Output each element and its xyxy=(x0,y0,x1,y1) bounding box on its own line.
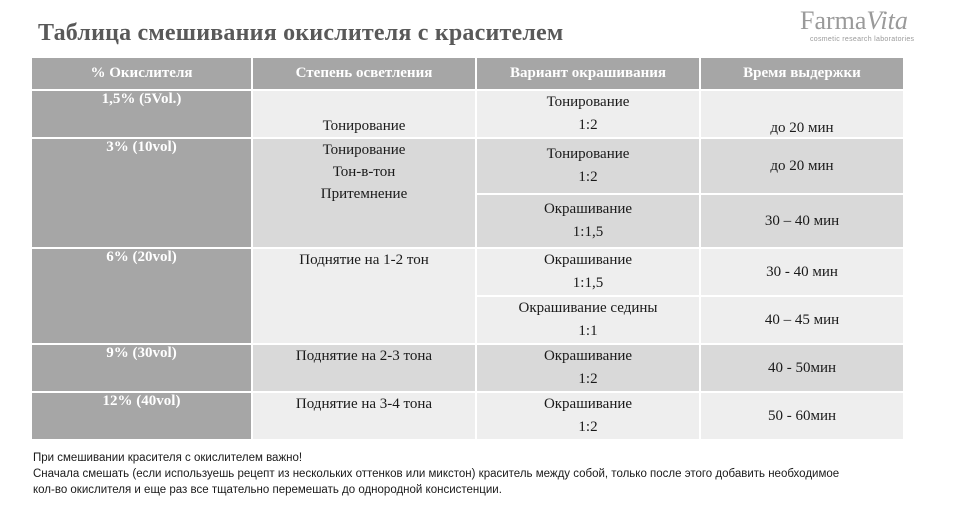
variant-cell: Окрашивание 1:2 xyxy=(477,345,701,393)
time-cell: до 20 мин xyxy=(701,139,903,195)
oxidizer-cell: 6% (20vol) xyxy=(32,249,253,345)
table-row xyxy=(32,91,903,139)
variant-cell: Окрашивание 1:1,5 xyxy=(477,195,701,249)
page-title: Таблица смешивания окислителя с красителем xyxy=(38,20,564,46)
time-cell: 30 – 40 мин xyxy=(701,195,903,249)
time-cell: 50 - 60мин xyxy=(701,393,903,441)
variant-cell: Окрашивание 1:2 xyxy=(477,393,701,441)
brand-logo xyxy=(800,6,948,46)
degree-cell: Поднятие на 3-4 тона xyxy=(253,393,477,441)
oxidizer-cell: 3% (10vol) xyxy=(32,139,253,249)
note-line: Сначала смешать (если используешь рецепт из нескольких оттенков или микстон) краситель между собой, только после этого добавить необходимое xyxy=(33,468,840,480)
oxidizer-cell: 12% (40vol) xyxy=(32,393,253,441)
table-header-row xyxy=(32,58,903,91)
logo-subtitle: cosmetic research laboratories xyxy=(810,36,915,43)
degree-cell: Тонирование Тон-в-тон Притемнение xyxy=(253,139,477,249)
header-degree: Степень осветления xyxy=(253,58,477,91)
oxidizer-cell: 9% (30vol) xyxy=(32,345,253,393)
oxidizer-cell: 1,5% (5Vol.) xyxy=(32,91,253,139)
variant-cell: Окрашивание 1:1,5 xyxy=(477,249,701,297)
degree-cell: Поднятие на 1-2 тон xyxy=(253,249,477,345)
table-row xyxy=(32,393,903,441)
time-cell: до 20 мин xyxy=(701,91,903,139)
table-row xyxy=(32,139,903,195)
note-line: кол-во окислителя и еще раз все тщательно перемешать до однородной консистенции. xyxy=(33,484,502,496)
time-cell: 40 - 50мин xyxy=(701,345,903,393)
degree-cell: Поднятие на 2-3 тона xyxy=(253,345,477,393)
time-cell: 40 – 45 мин xyxy=(701,297,903,345)
variant-cell: Тонирование 1:2 xyxy=(477,139,701,195)
table-row xyxy=(32,345,903,393)
time-cell: 30 - 40 мин xyxy=(701,249,903,297)
variant-cell: Окрашивание седины 1:1 xyxy=(477,297,701,345)
table-row xyxy=(32,249,903,297)
logo-wordmark: FarmaVita xyxy=(800,6,908,35)
header-variant: Вариант окрашивания xyxy=(477,58,701,91)
note-line: При смешивании красителя с окислителем важно! xyxy=(33,452,303,464)
variant-cell: Тонирование 1:2 xyxy=(477,91,701,139)
degree-cell: Тонирование xyxy=(253,91,477,139)
header-time: Время выдержки xyxy=(701,58,903,91)
mixing-notes xyxy=(33,450,913,498)
header-oxidizer: % Окислителя xyxy=(32,58,253,91)
mixing-table xyxy=(32,58,903,441)
